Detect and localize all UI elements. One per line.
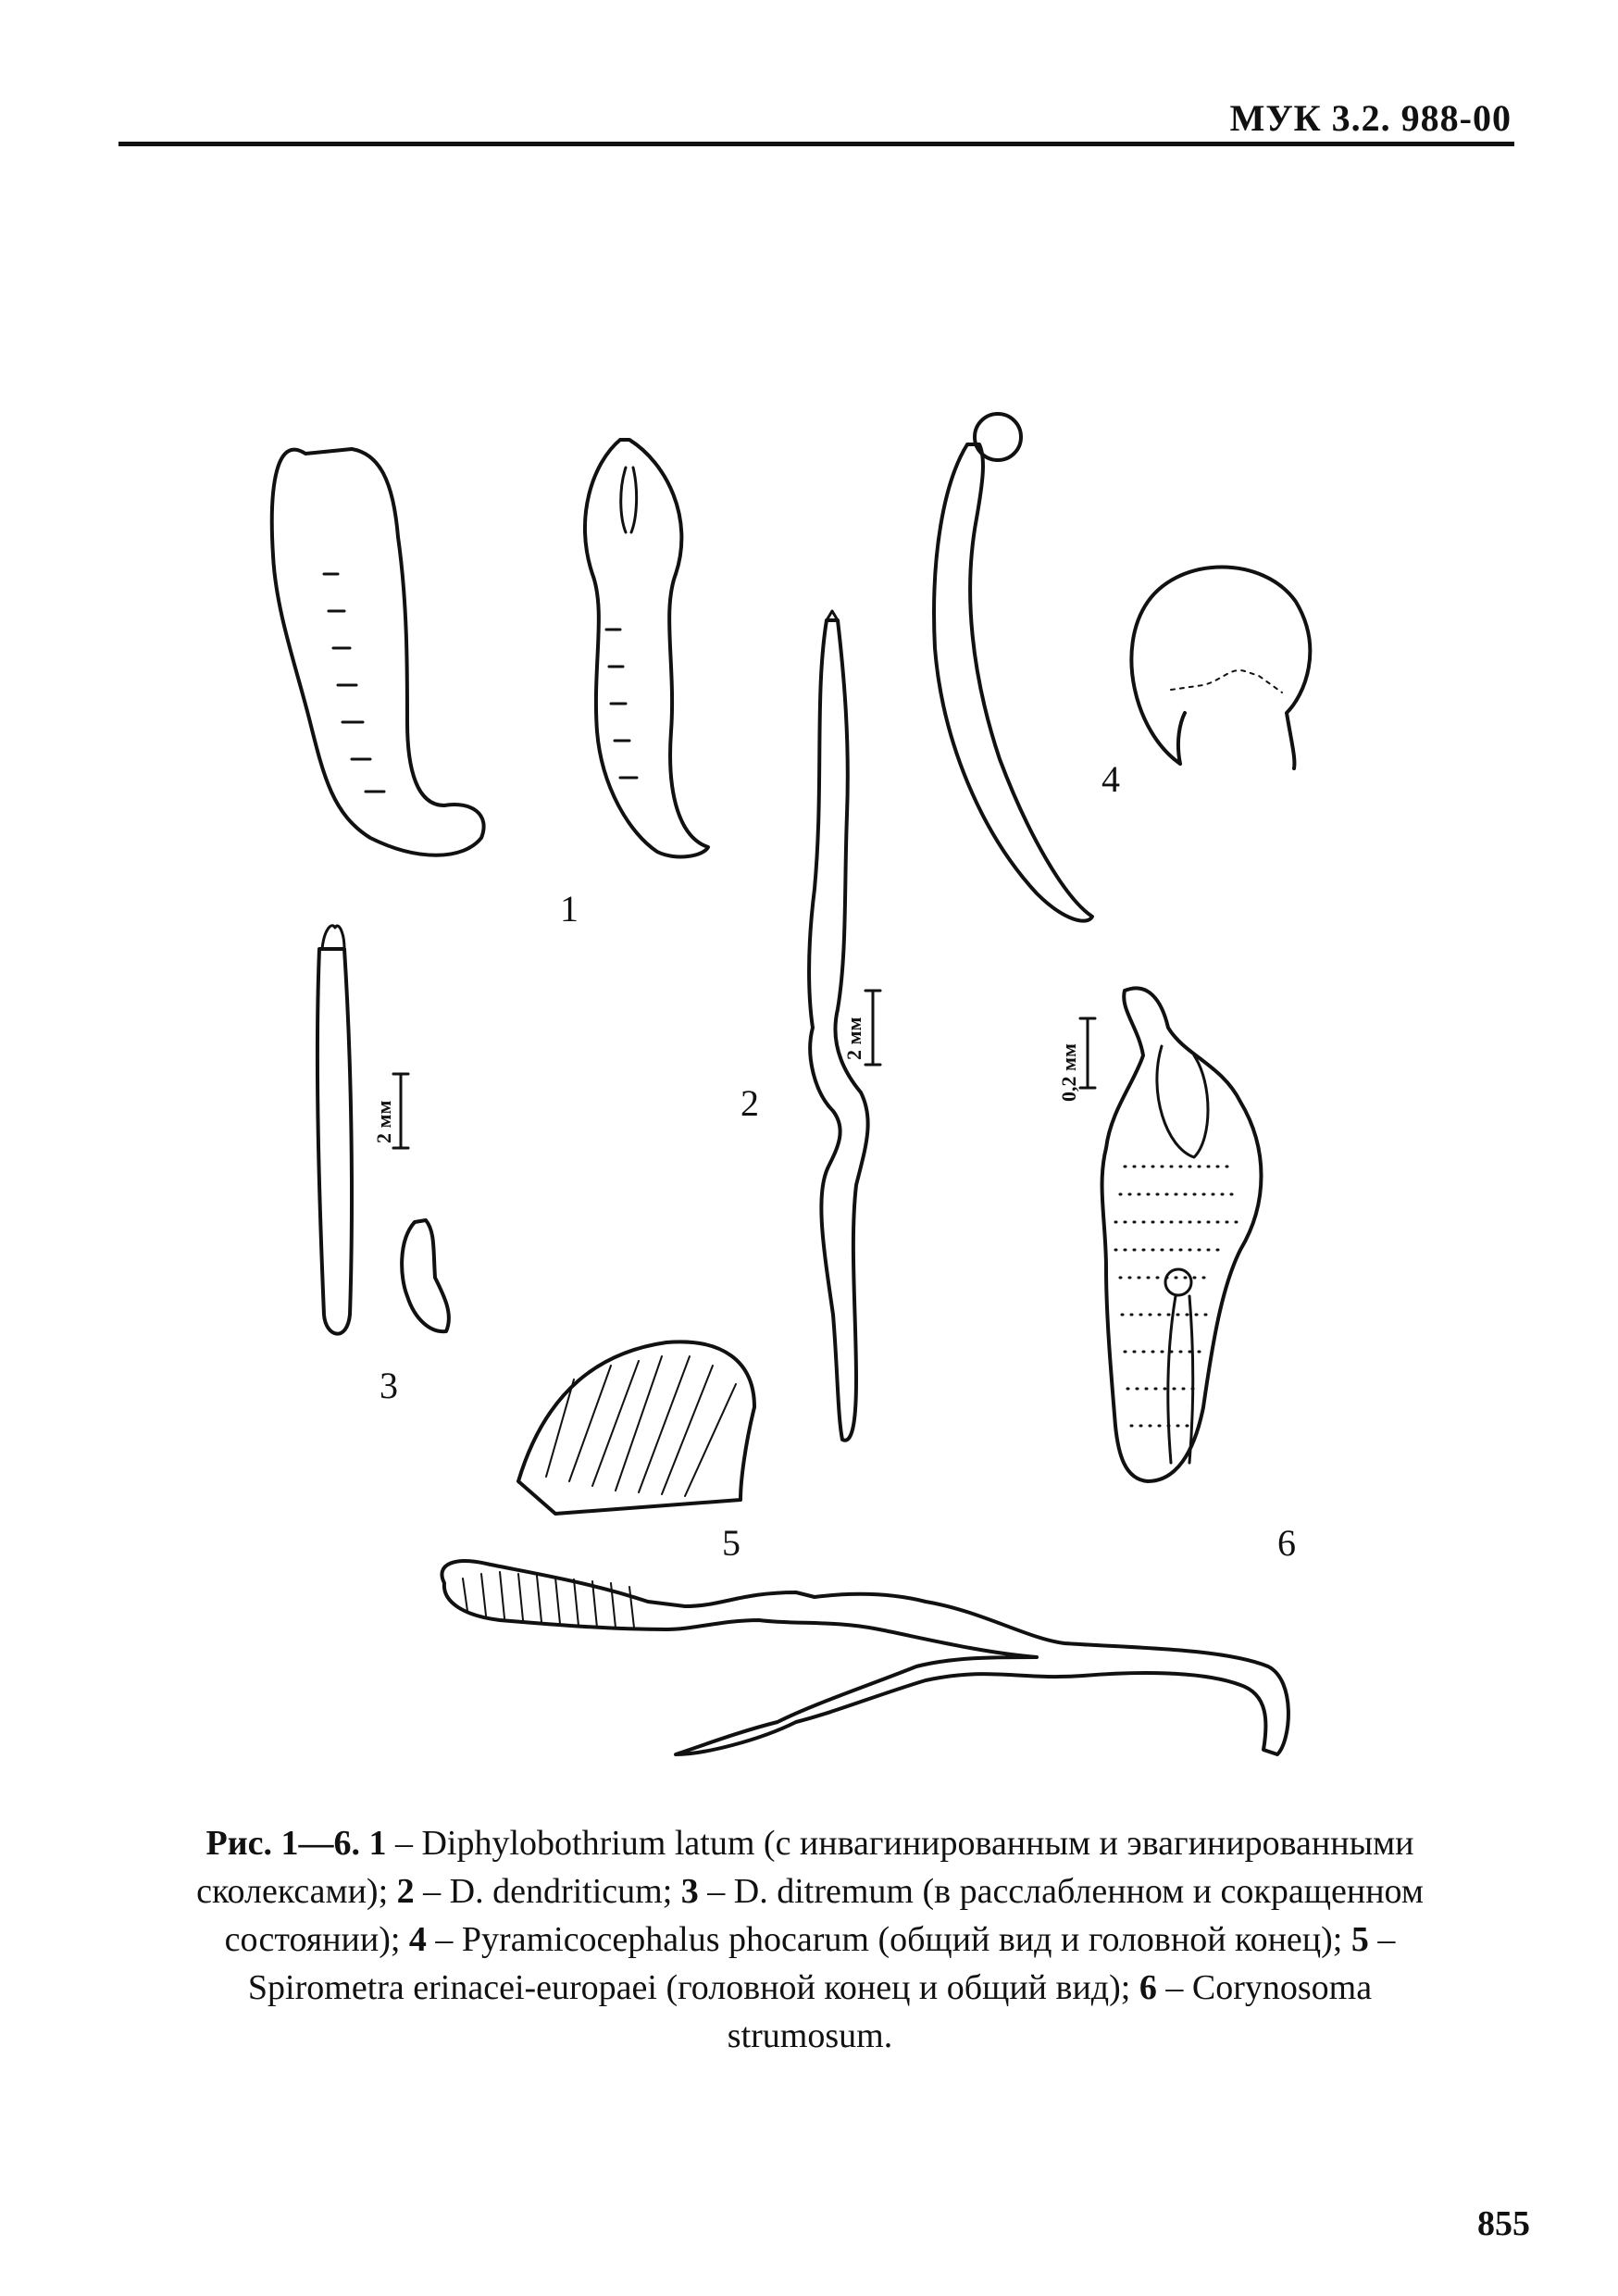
figure-label-4: 4 xyxy=(1101,758,1120,800)
caption-text-2: – D. dendriticum; xyxy=(414,1872,681,1911)
scale-bar-fig3 xyxy=(393,1074,408,1148)
scale-label-fig3: 2 мм xyxy=(372,1100,395,1143)
scale-label-fig2: 2 мм xyxy=(842,1017,865,1060)
caption-text-1: – Diphylobothrium latum (с инвагинированным и эвагинированными сколексами); xyxy=(196,1824,1414,1911)
caption-lead: Рис. 1—6. xyxy=(205,1824,360,1863)
fig4-worm xyxy=(934,444,1092,921)
fig3-worm-b xyxy=(402,1220,449,1331)
figure-label-3: 3 xyxy=(380,1365,398,1406)
figure-label-5: 5 xyxy=(722,1522,741,1564)
fig3-worm-a xyxy=(317,949,352,1334)
figure-caption xyxy=(185,1819,1435,2060)
fig1-worm-b xyxy=(585,440,708,856)
figure-label-1: 1 xyxy=(560,888,579,930)
caption-num-6: 6 xyxy=(1139,1968,1157,2007)
caption-text-3: – D. ditremum (в расслабленном и сокращенном состоянии); xyxy=(224,1872,1424,1959)
page-number: 855 xyxy=(1477,2204,1530,2243)
caption-text-6: – Corynosoma strumosum. xyxy=(727,1968,1373,2055)
figure-label-2: 2 xyxy=(741,1082,759,1124)
caption-num-1: 1 xyxy=(368,1824,387,1863)
fig6-worm xyxy=(1102,988,1262,1481)
fig1-worm-a xyxy=(272,449,484,855)
caption-num-5: 5 xyxy=(1350,1920,1369,1959)
caption-num-3: 3 xyxy=(680,1872,699,1911)
caption-num-4: 4 xyxy=(408,1920,427,1959)
scale-label-fig6: 0,2 мм xyxy=(1057,1043,1080,1102)
fig5-worm xyxy=(442,1561,1288,1754)
caption-num-2: 2 xyxy=(396,1872,415,1911)
caption-text-5: – Spirometra erinacei-europaei (головной конец и общий вид); xyxy=(247,1920,1396,2007)
fig4-head xyxy=(1131,568,1310,769)
caption-text-4: – Pyramicocephalus phocarum (общий вид и головной конец); xyxy=(426,1920,1351,1959)
figure-label-6: 6 xyxy=(1277,1522,1296,1564)
scale-bar-fig2 xyxy=(865,991,880,1065)
scale-bar-fig6 xyxy=(1080,1018,1095,1088)
document-code: МУК 3.2. 988-00 xyxy=(1229,97,1512,139)
